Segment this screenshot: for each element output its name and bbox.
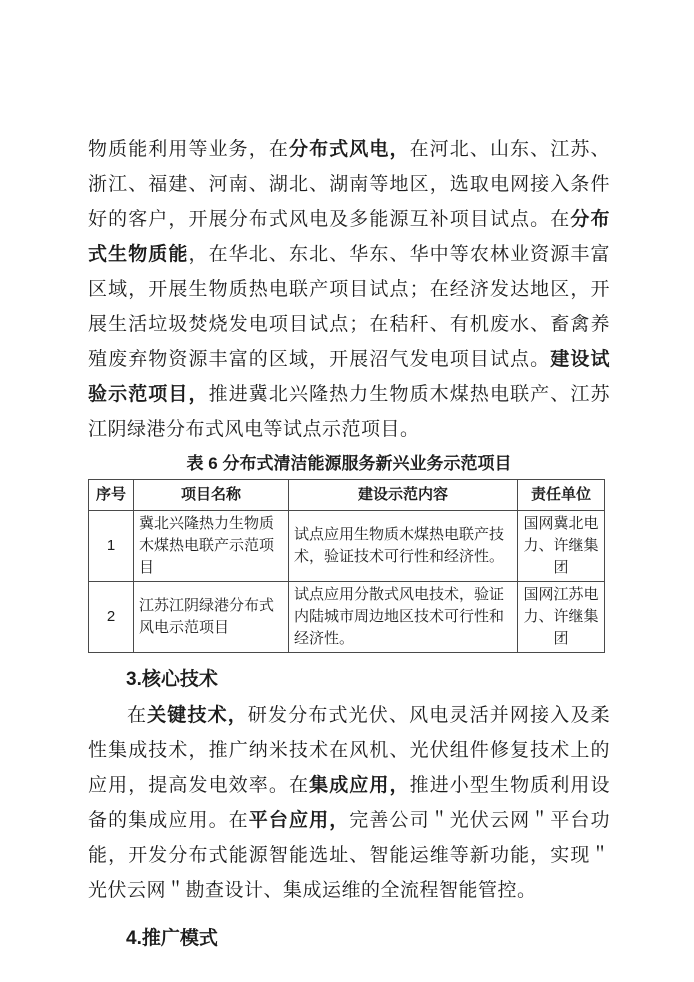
text-segment: 分布式风电， [288,139,410,160]
text-segment: 江苏江阴绿港分布式风电示范项目 [139,597,275,636]
text-segment: 建设试验示范项目， [88,349,610,405]
text-segment: 在河北、山东、江苏、浙江、福建、河南、湖北、湖南等地区，选取电网接入条件好的客户，开展分布式风电及多能源互补项目试点。在 [88,139,610,230]
table-header-row [89,480,605,511]
table-cell [89,582,134,653]
text-segment: 分布式生物质能 [88,209,610,265]
table-header-cell: 项目名称 [134,480,289,511]
table-cell [518,582,605,653]
text-segment: 冀北兴隆热力生物质木煤热电联产示范项目 [139,515,275,576]
table-cell [134,511,289,582]
table-cell [518,511,605,582]
text-segment: 技术，验证技术可行性和经济性。 [294,526,505,565]
table-caption: 表 6 分布式清洁能源服务新兴业务示范项目 [186,454,512,473]
heading-promotion-model: 4.推广模式 [126,928,218,949]
table-row [89,511,605,582]
table-cell [134,582,289,653]
paragraph-distributed-energy [88,132,610,447]
text-segment: ，在华北、东北、华东、华中等农林业资源丰富区域，开展生物质热电联产项目试点；在经济发达地区，开展生活垃圾焚烧发电项目试点；在秸秆、有机废水、畜禽养殖废弃物资源丰富的区域，开展沼气发电项目试点。 [88,244,610,370]
text-segment: 2 [106,608,116,625]
text-segment: 推进小型生物质利用设备的集成应用。在 [88,775,610,831]
table-header-cell: 责任单位 [518,480,605,511]
text-segment: 集成应用， [309,775,410,796]
text-segment: 推进冀北兴隆热力生物质木煤热电联产、江苏江阴绿港分布式风电等试点示范项目。 [88,384,610,440]
table-cell [89,511,134,582]
text-segment: 生物质木煤热电联产 [354,526,490,543]
text-segment: 研发分布式光伏、风电灵活并网接入及柔性集成技术，推广纳米技术在风机、光伏组件修复技术上的应用，提高发电效率。在 [88,705,610,796]
text-segment: 国网冀北电力、许继集团 [523,515,599,576]
text-segment: 1 [106,537,116,554]
page-content [88,132,610,954]
text-segment: 试点应用 [294,526,355,543]
text-segment: 在 [127,705,148,726]
table-header-cell: 序号 [89,480,134,511]
text-segment: 关键技术， [147,705,248,726]
paragraph-core-technology [88,698,610,908]
text-segment: 平台应用， [248,810,350,831]
table-cell [289,582,518,653]
table-row [89,582,605,653]
text-segment: 试点应用 [294,586,355,603]
text-segment: 分散式风电技术， [354,586,475,603]
text-segment: 国网江苏电力、许继集团 [523,586,599,647]
table-cell [289,511,518,582]
text-segment: 验证内陆城市周边地区技术可行性和经济性。 [294,586,505,647]
demo-projects-table [88,479,605,653]
text-segment: 物质能利用等业务，在 [88,139,289,160]
text-segment: 完善公司＂光伏云网＂平台功能，开发分布式能源智能选址、智能运维等新功能，实现＂光伏云网＂勘查设计、集成运维的全流程智能管控。 [88,810,610,901]
heading-core-technology: 3.核心技术 [126,669,218,690]
table-header-cell: 建设示范内容 [289,480,518,511]
